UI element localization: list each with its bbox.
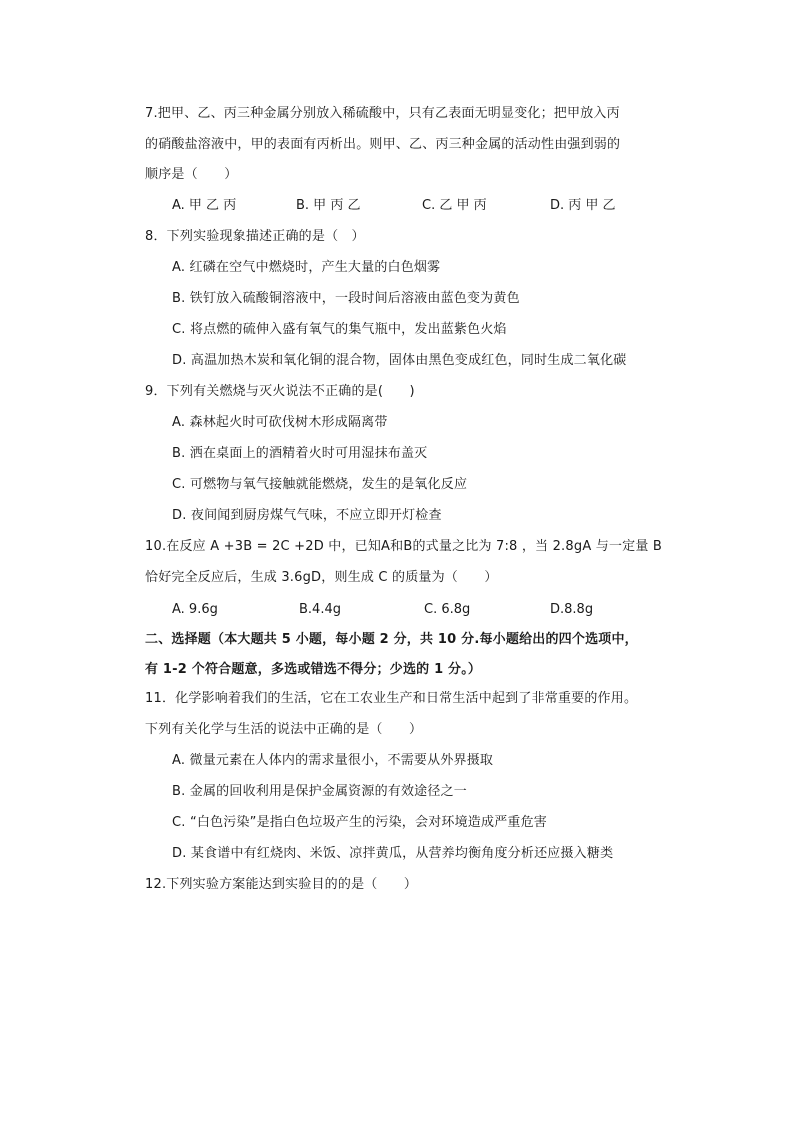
q10-option-a: A. 9.6g <box>172 602 218 617</box>
q7-option-d: D. 丙 甲 乙 <box>550 198 616 213</box>
q11-option-b: B. 金属的回收利用是保护金属资源的有效途径之一 <box>172 784 467 799</box>
q7-line-1: 7.把甲、乙、丙三种金属分别放入稀硫酸中，只有乙表面无明显变化；把甲放入丙 <box>145 106 620 121</box>
q8-option-d: D. 高温加热木炭和氧化铜的混合物，固体由黑色变成红色，同时生成二氧化碳 <box>172 353 627 368</box>
q7-option-b: B. 甲 丙 乙 <box>296 198 361 213</box>
q7-option-c: C. 乙 甲 丙 <box>422 198 487 213</box>
section-2-heading-line-2: 有 1-2 个符合题意，多选或错选不得分；少选的 1 分。） <box>145 662 482 677</box>
q10-option-d: D.8.8g <box>550 602 594 617</box>
q9-option-d: D. 夜间闻到厨房煤气气味，不应立即开灯检查 <box>172 508 442 523</box>
q11-option-d: D. 某食谱中有红烧肉、米饭、凉拌黄瓜，从营养均衡角度分析还应摄入糖类 <box>172 846 614 861</box>
q11-line-2: 下列有关化学与生活的说法中正确的是（ ） <box>145 722 423 737</box>
q8-option-a: A. 红磷在空气中燃烧时，产生大量的白色烟雾 <box>172 260 441 275</box>
q7-line-2: 的硝酸盐溶液中，甲的表面有丙析出。则甲、乙、丙三种金属的活动性由强到弱的 <box>145 137 621 152</box>
q7-line-3: 顺序是（ ） <box>145 167 238 182</box>
q9-stem: 9．下列有关燃烧与灭火说法不正确的是( ) <box>145 384 415 399</box>
q11-option-a: A. 微量元素在人体内的需求量很小，不需要从外界摄取 <box>172 753 494 768</box>
q10-option-c: C. 6.8g <box>424 602 471 617</box>
q11-line-1: 11．化学影响着我们的生活，它在工农业生产和日常生活中起到了非常重要的作用。 <box>145 691 638 706</box>
q7-option-a: A. 甲 乙 丙 <box>172 198 237 213</box>
q8-option-b: B. 铁钉放入硫酸铜溶液中，一段时间后溶液由蓝色变为黄色 <box>172 291 520 306</box>
q10-line-2: 恰好完全反应后，生成 3.6gD，则生成 C 的质量为（ ） <box>145 570 498 585</box>
q10-line-1: 10.在反应 A +3B = 2C +2D 中，已知A和B的式量之比为 7:8 ，当 2.8gA 与一定量 B <box>145 539 662 554</box>
q9-option-a: A. 森林起火时可砍伐树木形成隔离带 <box>172 415 388 430</box>
q10-option-b: B.4.4g <box>299 602 341 617</box>
q8-stem: 8．下列实验现象描述正确的是（ ） <box>145 229 365 244</box>
q9-option-c: C. 可燃物与氧气接触就能燃烧，发生的是氧化反应 <box>172 477 468 492</box>
q8-option-c: C. 将点燃的硫伸入盛有氧气的集气瓶中，发出蓝紫色火焰 <box>172 322 507 337</box>
q12-stem: 12.下列实验方案能达到实验目的的是（ ） <box>145 877 418 892</box>
q11-option-c: C. “白色污染”是指白色垃圾产生的污染，会对环境造成严重危害 <box>172 815 548 830</box>
q9-option-b: B. 洒在桌面上的酒精着火时可用湿抹布盖灭 <box>172 446 428 461</box>
section-2-heading-line-1: 二、选择题（本大题共 5 小题，每小题 2 分，共 10 分.每小题给出的四个选项中， <box>145 632 638 647</box>
